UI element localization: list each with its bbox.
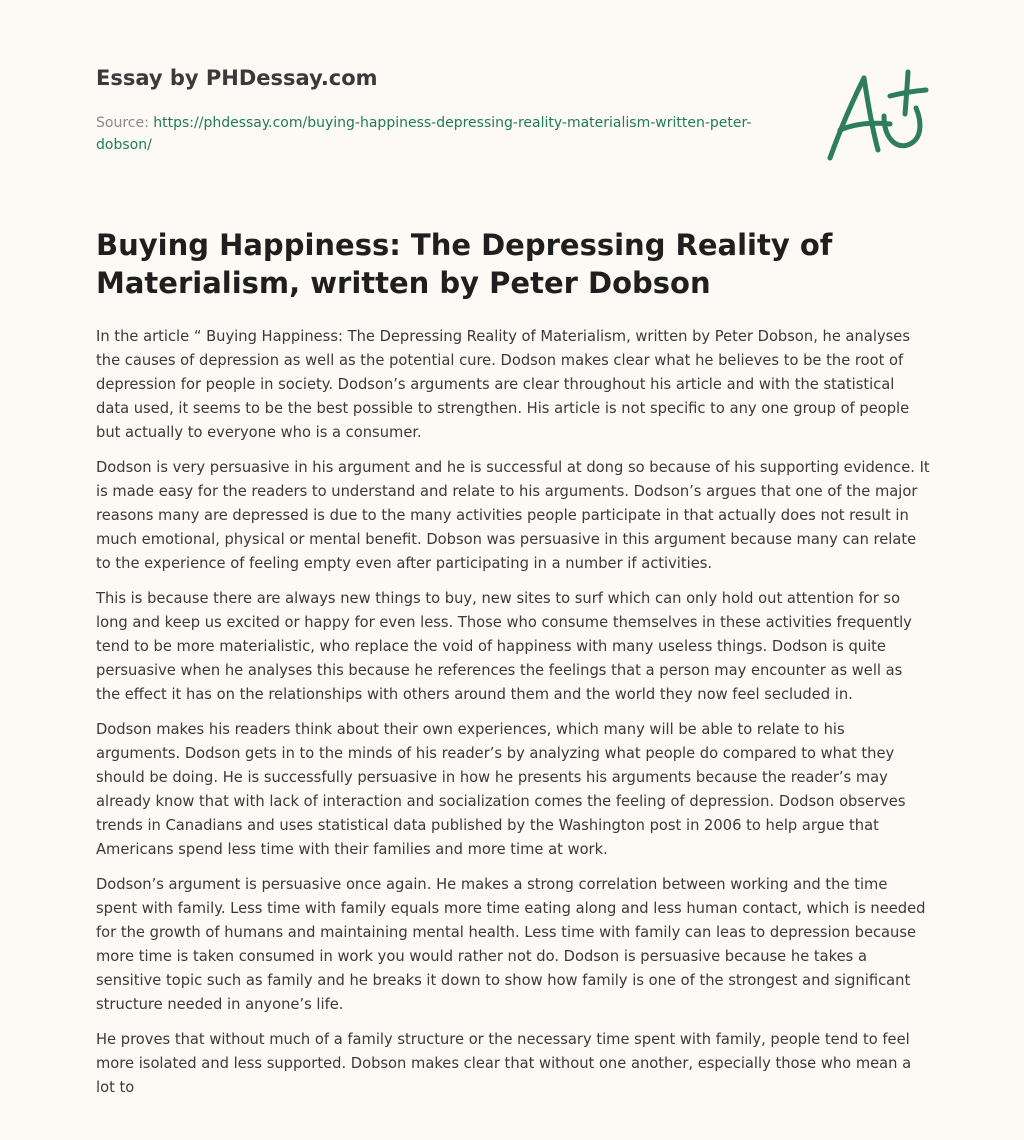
essay-paragraph: He proves that without much of a family structure or the necessary time spent with family, people tend to feel more isolated and less supported. Dobson makes clear that without one another, especially those who mean a lot to xyxy=(96,1031,912,1096)
source-line xyxy=(96,112,776,156)
essay-paragraph: Dodson is very persuasive in his argument and he is successful at dong so because of his supporting evidence. It is made easy for the readers to understand and relate to his arguments. Dodson’s argues that one of the major reasons many are depressed is due to the many activities people participate in that actually does not result in much emotional, physical or mental benefit. Dobson was persuasive in this argument because many can relate to the experience of feeling empty even after participating in a number if activities. xyxy=(96,459,930,572)
essay-paragraph: Dodson makes his readers think about their own experiences, which many will be able to relate to his arguments. Dodson gets in to the minds of his reader’s by analyzing what people do compared to what they should be doing. He is successfully persuasive in how he presents his arguments because the reader’s may already know that with lack of interaction and socialization comes the feeling of depression. Dodson observes trends in Canadians and uses statistical data published by the Washington post in 2006 to help argue that Americans spend less time with their families and more time at work. xyxy=(96,721,906,858)
source-link[interactable]: https://phdessay.com/buying-happiness-depressing-reality-materialism-written-peter-dobson/ xyxy=(96,115,752,153)
source-label: Source: xyxy=(96,115,149,131)
a-plus-logo xyxy=(818,66,930,166)
essay-paragraph: This is because there are always new things to buy, new sites to surf which can only hold out attention for so long and keep us excited or happy for even less. Those who consume themselves in these activities frequently tend to be more materialistic, who replace the void of happiness with many useless things. Dodson is quite persuasive when he analyses this because he references the feelings that a person may encounter as well as the effect it has on the relationships with others around them and the world they now feel secluded in. xyxy=(96,590,912,703)
essay-paragraph: In the article “ Buying Happiness: The Depressing Reality of Materialism, written by Peter Dobson, he analyses the causes of depression as well as the potential cure. Dodson makes clear what he believes to be the root of depression for people in society. Dodson’s arguments are clear throughout his article and with the statistical data used, it seems to be the best possible to strengthen. His article is not specific to any one group of people but actually to everyone who is a consumer. xyxy=(96,328,910,441)
essay-body xyxy=(96,325,931,1111)
site-brand: Essay by PHDessay.com xyxy=(96,66,378,90)
essay-title: Buying Happiness: The Depressing Reality of Materialism, written by Peter Dobson xyxy=(96,228,833,300)
essay-paragraph: Dodson’s argument is persuasive once again. He makes a strong correlation between working and the time spent with family. Less time with family equals more time eating along and less human contact, which is needed for the growth of humans and maintaining mental health. Less time with family can leas to depression because more time is taken consumed in work you would rather not do. Dodson is persuasive because he takes a sensitive topic such as family and he breaks it down to show how family is one of the strongest and significant structure needed in anyone’s life. xyxy=(96,876,926,1013)
